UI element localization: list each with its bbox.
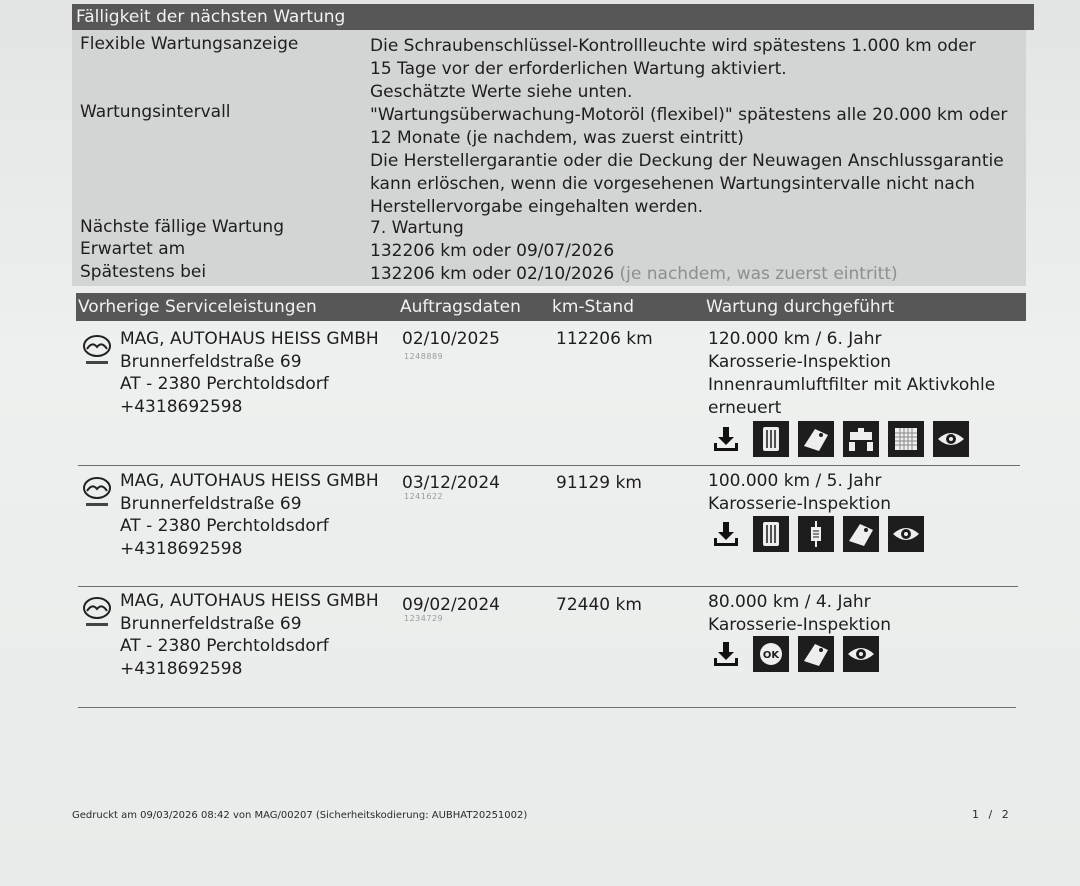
interval-line-3: Die Herstellergarantie oder die Deckung der Neuwagen Anschlussgarantie bbox=[370, 151, 1004, 171]
latest-label: Spätestens bei bbox=[80, 262, 207, 282]
dealer-city: AT - 2380 Perchtoldsdorf bbox=[120, 374, 329, 394]
work-line: 100.000 km / 5. Jahr bbox=[708, 471, 882, 491]
air-filter-icon[interactable] bbox=[888, 421, 924, 457]
dealer-phone: +4318692598 bbox=[120, 396, 243, 417]
mazda-logo-icon bbox=[82, 596, 112, 630]
dealer-info bbox=[120, 470, 379, 560]
service-icons bbox=[708, 516, 924, 552]
work-line: Innenraumluftfilter mit Aktivkohle bbox=[708, 375, 996, 395]
expected-label: Erwartet am bbox=[80, 239, 186, 259]
interval-line-4: kann erlöschen, wenn die vorgesehenen Wartungsintervalle nicht nach bbox=[370, 174, 975, 194]
latest-value-text: 132206 km oder 02/10/2026 bbox=[370, 264, 615, 284]
svg-text:OK: OK bbox=[762, 650, 780, 661]
tag-icon[interactable] bbox=[798, 421, 834, 457]
work-performed bbox=[708, 591, 891, 637]
service-date: 03/12/2024 bbox=[402, 473, 500, 493]
work-performed bbox=[708, 470, 891, 516]
work-line: Karosserie-Inspektion bbox=[708, 494, 892, 514]
eye-inspection-icon[interactable] bbox=[933, 421, 969, 457]
header-work-done: Wartung durchgeführt bbox=[706, 297, 895, 317]
dealer-city: AT - 2380 Perchtoldsdorf bbox=[120, 516, 329, 536]
download-icon[interactable] bbox=[708, 636, 744, 672]
dealer-info bbox=[120, 328, 379, 418]
dealer-name: MAG, AUTOHAUS HEISS GMBH bbox=[120, 471, 379, 491]
download-icon[interactable] bbox=[708, 516, 744, 552]
dealer-street: Brunnerfeldstraße 69 bbox=[120, 613, 302, 634]
interval-line-2: 12 Monate (je nachdem, was zuerst eintritt) bbox=[370, 128, 744, 148]
eye-inspection-icon[interactable] bbox=[843, 636, 879, 672]
mileage: 91129 km bbox=[556, 473, 642, 493]
order-number: 1234729 bbox=[404, 614, 444, 623]
expected-value: 132206 km oder 09/07/2026 bbox=[370, 241, 615, 261]
work-performed bbox=[708, 328, 995, 420]
oil-filter-icon[interactable] bbox=[753, 516, 789, 552]
header-previous-services: Vorherige Serviceleistungen bbox=[78, 297, 317, 317]
work-line: erneuert bbox=[708, 398, 782, 418]
next-service-value: 7. Wartung bbox=[370, 218, 464, 238]
flex-indicator-line-2: 15 Tage vor der erforderlichen Wartung aktiviert. bbox=[370, 59, 787, 79]
interval-label: Wartungsintervall bbox=[80, 102, 231, 122]
mileage: 112206 km bbox=[556, 329, 653, 349]
flex-indicator-line-1: Die Schraubenschlüssel-Kontrollleuchte wird spätestens 1.000 km oder bbox=[370, 36, 976, 56]
page-number: 1 / 2 bbox=[972, 808, 1012, 821]
due-section-title: Fälligkeit der nächsten Wartung bbox=[72, 4, 1034, 30]
work-line: 120.000 km / 6. Jahr bbox=[708, 329, 882, 349]
dealer-name: MAG, AUTOHAUS HEISS GMBH bbox=[120, 329, 379, 349]
work-line: Karosserie-Inspektion bbox=[708, 352, 892, 372]
service-date: 02/10/2025 bbox=[402, 329, 500, 349]
entry-divider bbox=[78, 707, 1016, 708]
service-icons bbox=[708, 636, 879, 672]
dealer-city: AT - 2380 Perchtoldsdorf bbox=[120, 636, 329, 656]
order-number: 1241622 bbox=[404, 492, 444, 501]
print-footer: Gedruckt am 09/03/2026 08:42 von MAG/00207 (Sicherheitskodierung: AUBHAT20251002) bbox=[72, 810, 528, 821]
header-km: km-Stand bbox=[552, 297, 634, 317]
service-entry bbox=[78, 590, 1020, 708]
entry-divider bbox=[78, 586, 1018, 587]
dealer-info bbox=[120, 590, 379, 680]
oil-filter-icon[interactable] bbox=[753, 421, 789, 457]
download-icon[interactable] bbox=[708, 421, 744, 457]
dealer-street: Brunnerfeldstraße 69 bbox=[120, 351, 302, 372]
service-entry bbox=[78, 328, 1020, 466]
fuel-filter-icon[interactable] bbox=[798, 516, 834, 552]
order-number: 1248889 bbox=[404, 352, 444, 361]
next-service-label: Nächste fällige Wartung bbox=[80, 217, 284, 237]
dealer-street: Brunnerfeldstraße 69 bbox=[120, 493, 302, 514]
dealer-phone: +4318692598 bbox=[120, 658, 243, 679]
mazda-logo-icon bbox=[82, 334, 112, 368]
eye-inspection-icon[interactable] bbox=[888, 516, 924, 552]
interval-line-1: "Wartungsüberwachung-Motoröl (flexibel)" spätestens alle 20.000 km oder bbox=[370, 105, 1008, 125]
entry-divider bbox=[78, 465, 1020, 466]
vehicle-lift-icon[interactable] bbox=[843, 421, 879, 457]
due-section-box bbox=[72, 30, 1026, 286]
work-line: Karosserie-Inspektion bbox=[708, 615, 892, 635]
tag-icon[interactable] bbox=[843, 516, 879, 552]
latest-value-suffix: (je nachdem, was zuerst eintritt) bbox=[619, 264, 898, 284]
interval-line-5: Herstellervorgabe eingehalten werden. bbox=[370, 197, 704, 217]
flex-indicator-line-3: Geschätzte Werte siehe unten. bbox=[370, 82, 633, 102]
tag-icon[interactable] bbox=[798, 636, 834, 672]
header-order-date: Auftragsdaten bbox=[400, 297, 521, 317]
service-icons bbox=[708, 421, 969, 457]
ok-check-icon[interactable] bbox=[753, 636, 789, 672]
dealer-name: MAG, AUTOHAUS HEISS GMBH bbox=[120, 591, 379, 611]
mazda-logo-icon bbox=[82, 476, 112, 510]
dealer-phone: +4318692598 bbox=[120, 538, 243, 559]
flex-indicator-label: Flexible Wartungsanzeige bbox=[80, 34, 299, 54]
work-line: 80.000 km / 4. Jahr bbox=[708, 592, 871, 612]
mileage: 72440 km bbox=[556, 595, 642, 615]
service-entry bbox=[78, 470, 1020, 586]
latest-value bbox=[370, 263, 898, 286]
services-header bbox=[76, 293, 1026, 321]
service-date: 09/02/2024 bbox=[402, 595, 500, 615]
